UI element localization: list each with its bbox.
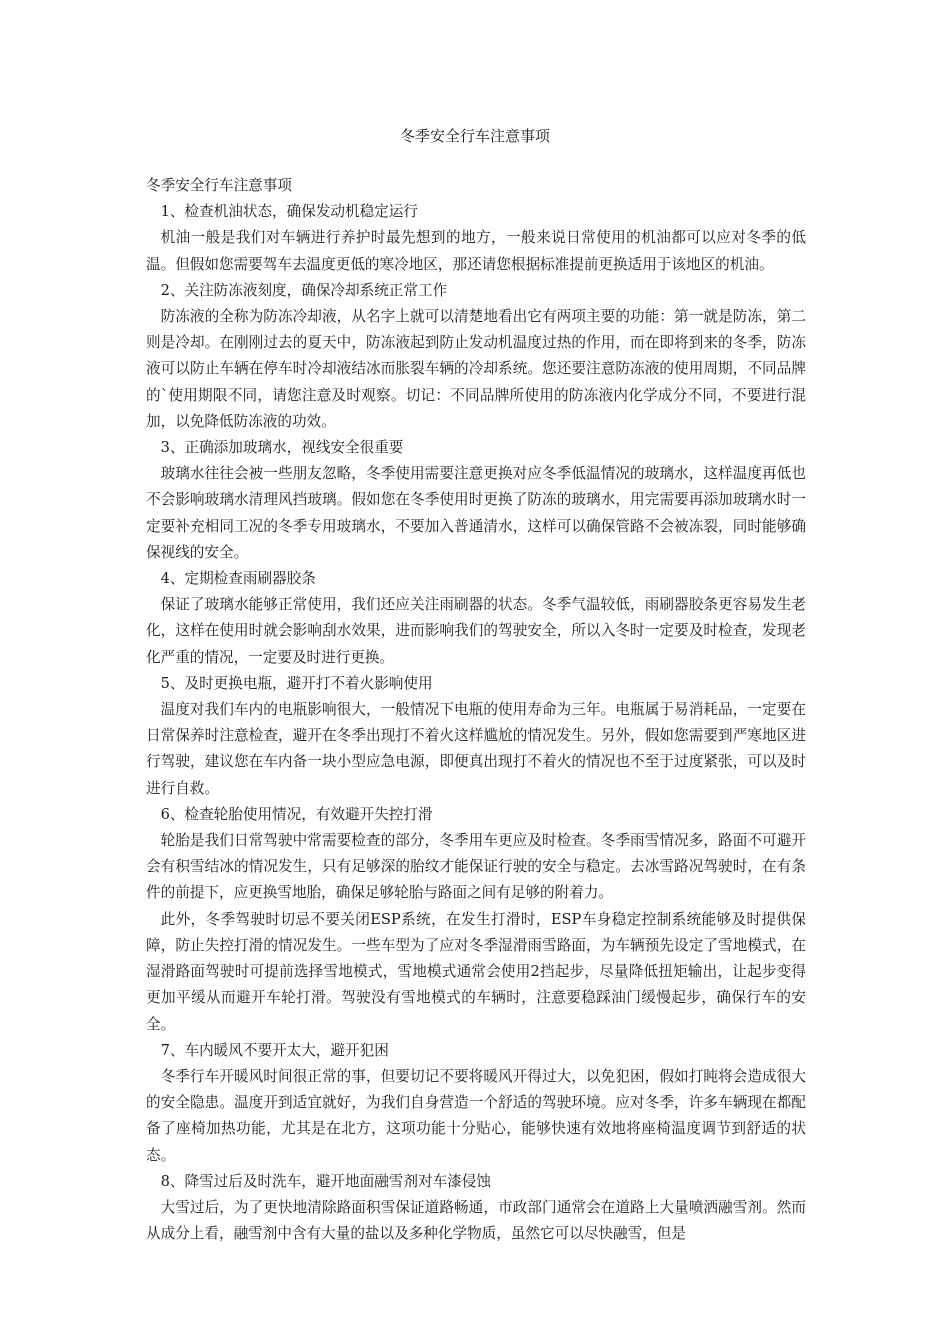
section-heading: 2、关注防冻液刻度，确保冷却系统正常工作 <box>160 281 448 299</box>
section-heading: 1、检查机油状态，确保发动机稳定运行 <box>160 203 418 221</box>
section-heading: 5、及时更换电瓶，避开打不着火影响使用 <box>160 674 433 692</box>
section-paragraph: 此外，冬季驾驶时切忌不要关闭ESP系统，在发生打滑时，ESP车身稳定控制系统能够及时提供保障，防止失控打滑的情况发生。一些车型为了应对冬季湿滑雨雪路面，为车辆预先设定了雪地模式，在湿滑路面驾驶时可提前选择雪地模式，雪地模式通常会使用2挡起步，尽量降低扭矩输出，让起步变得更加平缓从而避开车轮打滑。驾驶没有雪地模式的车辆时，注意要稳踩油门缓慢起步，确保行车的安全。 <box>146 910 806 1033</box>
section-heading: 3、正确添加玻璃水，视线安全很重要 <box>160 439 404 457</box>
section-heading: 4、定期检查雨刷器胶条 <box>160 570 316 588</box>
document-body <box>146 173 806 1247</box>
section-paragraph: 保证了玻璃水能够正常使用，我们还应关注雨刷器的状态。冬季气温较低，雨刷器胶条更容易发生老化，这样在使用时就会影响刮水效果，进而影响我们的驾驶安全，所以入冬时一定要及时检查，发现老化严重的情况，一定要及时进行更换。 <box>146 596 806 666</box>
section-paragraph: 冬季行车开暖风时间很正常的事，但要切记不要将暖风开得过大，以免犯困，假如打盹将会造成很大的安全隐患。温度开到适宜就好，为我们自身营造一个舒适的驾驶环境。应对冬季，许多车辆现在都配备了座椅加热功能，尤其是在北方，这项功能十分贴心，能够快速有效地将座椅温度调节到舒适的状态。 <box>146 1067 806 1164</box>
section-paragraph: 玻璃水往往会被一些朋友忽略，冬季使用需要注意更换对应冬季低温情况的玻璃水，这样温度再低也不会影响玻璃水清理风挡玻璃。假如您在冬季使用时更换了防冻的玻璃水，用完需要再添加玻璃水时一定要补充相同工况的冬季专用玻璃水，不要加入普通清水，这样可以确保管路不会被冻裂，同时能够确保视线的安全。 <box>146 465 806 561</box>
section-paragraph: 机油一般是我们对车辆进行养护时最先想到的地方，一般来说日常使用的机油都可以应对冬季的低温。但假如您需要驾车去温度更低的寒冷地区，那还请您根据标准提前更换适用于该地区的机油。 <box>146 229 806 273</box>
section-paragraph: 轮胎是我们日常驾驶中常需要检查的部分，冬季用车更应及时检查。冬季雨雪情况多，路面不可避开会有积雪结冰的情况发生，只有足够深的胎纹才能保证行驶的安全与稳定。去冰雪路况驾驶时，在有条件的前提下，应更换雪地胎，确保足够轮胎与路面之间有足够的附着力。 <box>146 832 806 902</box>
section-paragraph: 防冻液的全称为防冻冷却液，从名字上就可以清楚地看出它有两项主要的功能：第一就是防冻，第二则是冷却。在刚刚过去的夏天中，防冻液起到防止发动机温度过热的作用，而在即将到来的冬季，防冻液可以防止车辆在停车时冷却液结冰而胀裂车辆的冷却系统。您还要注意防冻液的使用周期，不同品牌的`使用期限不同，请您注意及时观察。切记：不同品牌所使用的防冻液内化学成分不同，不要进行混加，以免降低防冻液的功效。 <box>146 308 806 430</box>
section-paragraph: 大雪过后，为了更快地清除路面积雪保证道路畅通，市政部门通常会在道路上大量喷洒融雪剂。然而从成分上看，融雪剂中含有大量的盐以及多种化学物质，虽然它可以尽快融雪，但是 <box>146 1198 806 1243</box>
section-heading: 8、降雪过后及时洗车，避开地面融雪剂对车漆侵蚀 <box>160 1172 491 1190</box>
document-subtitle: 冬季安全行车注意事项 <box>146 177 292 194</box>
document-title: 冬季安全行车注意事项 <box>399 127 550 145</box>
section-heading: 7、车内暖风不要开太大，避开犯困 <box>160 1041 389 1059</box>
section-heading: 6、检查轮胎使用情况，有效避开失控打滑 <box>160 805 433 823</box>
section-paragraph: 温度对我们车内的电瓶影响很大，一般情况下电瓶的使用寿命为三年。电瓶属于易消耗品，一定要在日常保养时注意检查，避开在冬季出现打不着火这样尴尬的情况发生。另外，假如您需要到严寒地区进行驾驶，建议您在车内备一块小型应急电源，即便真出现打不着火的情况也不至于过度紧张，可以及时进行自救。 <box>146 701 806 797</box>
